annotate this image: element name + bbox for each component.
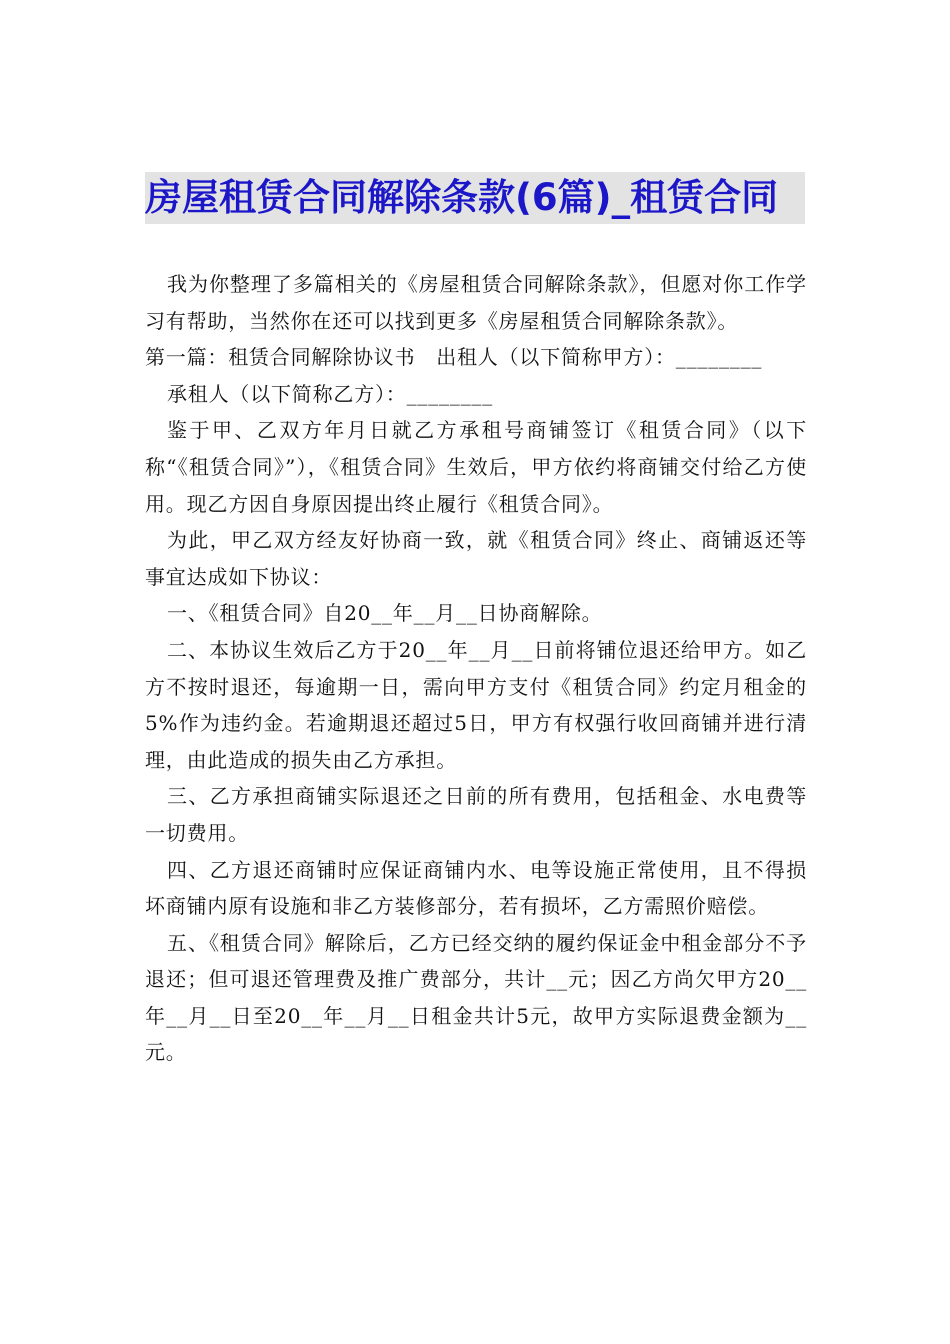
- lessee-line: 承租人（以下简称乙方）：________: [167, 381, 493, 406]
- document-body: [145, 266, 807, 1071]
- document-title: 房屋租赁合同解除条款(6篇)_租赁合同: [145, 172, 805, 224]
- preamble-paragraph: 鉴于甲、乙双方年月日就乙方承租号商铺签订《租赁合同》（以下称“《租赁合同》”），《租赁合同》生效后，甲方依约将商铺交付给乙方使用。现乙方因自身原因提出终止履行《租赁合同》。: [145, 418, 807, 516]
- clause-5: 五、《租赁合同》解除后，乙方已经交纳的履约保证金中租金部分不予退还；但可退还管理费及推广费部分，共计__元；因乙方尚欠甲方20__年__月__日至20__年__月__日租金共计5元，故甲方实际退费金额为__元。: [145, 930, 807, 1065]
- intro-paragraph: 我为你整理了多篇相关的《房屋租赁合同解除条款》，但愿对你工作学习有帮助，当然你在还可以找到更多《房屋租赁合同解除条款》。: [145, 272, 807, 333]
- clause-1: 一、《租赁合同》自20__年__月__日协商解除。: [167, 601, 603, 626]
- clause-4: 四、乙方退还商铺时应保证商铺内水、电等设施正常使用，且不得损坏商铺内原有设施和非乙方装修部分，若有损坏，乙方需照价赔偿。: [145, 857, 807, 919]
- agreement-intro-paragraph: 为此，甲乙双方经友好协商一致，就《租赁合同》终止、商铺返还等事宜达成如下协议：: [145, 528, 807, 589]
- clause-3: 三、乙方承担商铺实际退还之日前的所有费用，包括租金、水电费等一切费用。: [145, 784, 807, 845]
- section-heading-lessor: 第一篇：租赁合同解除协议书 出租人（以下简称甲方）：________: [145, 345, 763, 370]
- clause-2: 二、本协议生效后乙方于20__年__月__日前将铺位退还给甲方。如乙方不按时退还，每逾期一日，需向甲方支付《租赁合同》约定月租金的5%作为违约金。若逾期退还超过5日，甲方有权强行收回商铺并进行清理，由此造成的损失由乙方承担。: [145, 637, 807, 772]
